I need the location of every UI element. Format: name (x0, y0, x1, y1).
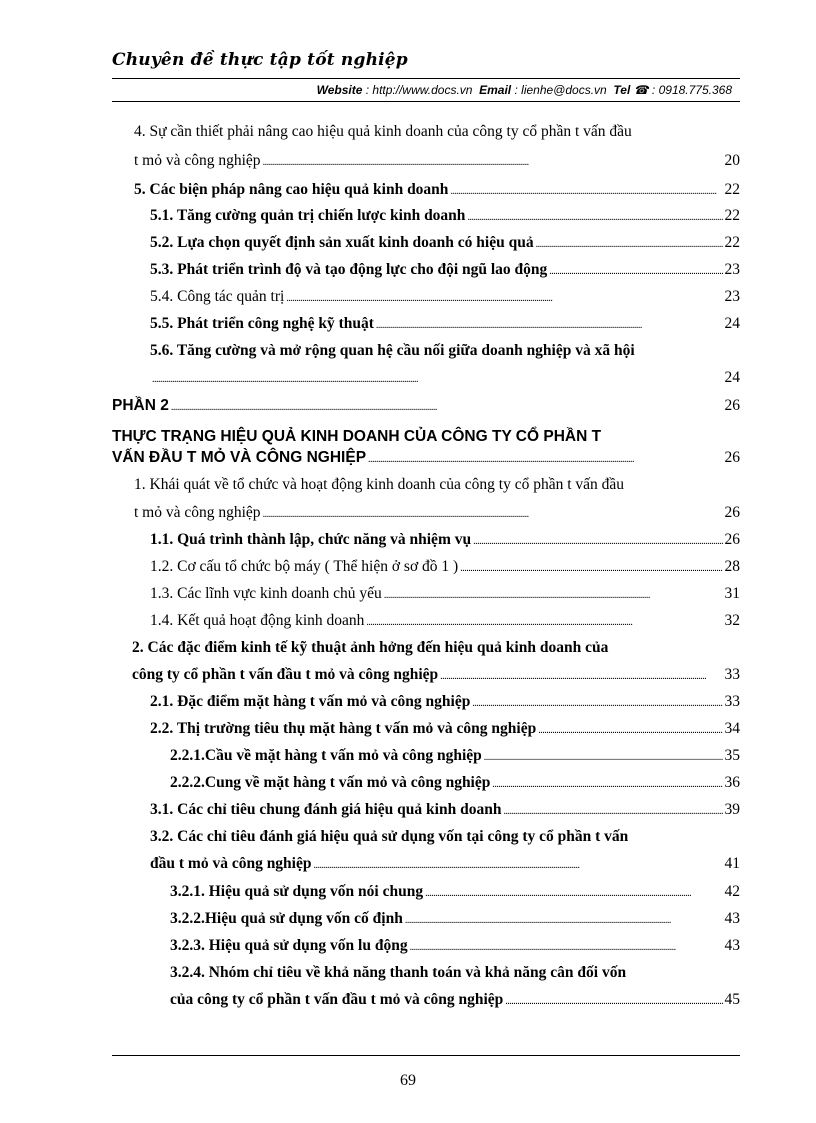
toc-entry[interactable]: PHẦN 2 . . . 26 (112, 396, 740, 418)
toc-entry[interactable]: 3.2.1. Hiệu quả sử dụng vốn nói chung . . . 42 (170, 882, 740, 904)
page-number: 69 (400, 1072, 416, 1089)
toc-entry[interactable]: 2. Các đặc điểm kinh tế kỹ thuật ảnh hởng đến hiệu quả kinh doanh của (132, 639, 609, 656)
toc-entry[interactable]: 2.1. Đặc điểm mặt hàng t vấn mỏ và công nghiệp . . . 33 (150, 692, 740, 714)
toc-entry[interactable]: 5. Các biện pháp nâng cao hiệu quả kinh doanh . . . 22 (134, 180, 740, 202)
toc-entry[interactable]: 5.4. Công tác quản trị . . . 23 (150, 287, 740, 309)
toc-entry[interactable]: 2.2.1.Cầu về mặt hàng t vấn mỏ và công nghiệp . . . 35 (170, 746, 740, 768)
toc-entry[interactable]: 3.2.4. Nhóm chỉ tiêu về khả năng thanh toán và khả năng cân đối vốn (170, 964, 627, 981)
toc-entry[interactable]: 2.2. Thị trường tiêu thụ mặt hàng t vấn mỏ và công nghiệp . . . 34 (150, 719, 740, 741)
toc-entry[interactable]: 3.1. Các chỉ tiêu chung đánh giá hiệu quả kinh doanh . . . 39 (150, 800, 740, 822)
toc-entry[interactable]: 5.2. Lựa chọn quyết định sản xuất kinh doanh có hiệu quả . . . 22 (150, 233, 740, 255)
toc-entry[interactable]: công ty cổ phần t vấn đầu t mỏ và công nghiệp . . . 33 (132, 665, 740, 687)
email-label: Email (479, 83, 512, 97)
header-rule-2 (112, 101, 740, 102)
header-rule (112, 78, 740, 79)
toc-entry[interactable]: 5.6. Tăng cường và mở rộng quan hệ cầu nối giữa doanh nghiệp và xã hội (150, 342, 635, 359)
tel-value: ☎ : 0918.775.368 (633, 83, 732, 97)
footer-rule (112, 1055, 740, 1056)
website-link[interactable]: : http://www.docs.vn (365, 83, 473, 97)
toc-entry[interactable]: 3.2.2.Hiệu quả sử dụng vốn cố định . . . 43 (170, 909, 740, 931)
email-link[interactable]: : lienhe@docs.vn (514, 83, 607, 97)
toc-entry[interactable]: THỰC TRẠNG HIỆU QUẢ KINH DOANH CỦA CÔNG TY CỔ PHẦN T (112, 428, 602, 445)
toc-entry[interactable]: 1. Khái quát về tổ chức và hoạt động kinh doanh của công ty cổ phần t vấn đầu (134, 476, 625, 493)
toc-entry[interactable]: 5.5. Phát triển công nghệ kỹ thuật . . . 24 (150, 314, 740, 336)
toc-entry[interactable]: của công ty cổ phần t vấn đầu t mỏ và công nghiệp . . . 45 (170, 990, 740, 1012)
tel-label: Tel (613, 83, 631, 97)
toc-entry[interactable]: 5.3. Phát triển trình độ và tạo động lực cho đội ngũ lao động . . . 23 (150, 260, 740, 282)
toc-entry[interactable]: . . . 24 (150, 368, 740, 390)
toc-entry[interactable]: t mỏ và công nghiệp . . . 26 (134, 503, 740, 525)
toc-entry[interactable]: VẤN ĐẦU T MỎ VÀ CÔNG NGHIỆP . . . 26 (112, 448, 740, 470)
toc-entry[interactable]: 1.4. Kết quả hoạt động kinh doanh . . . 32 (150, 611, 740, 633)
toc-entry[interactable]: 2.2.2.Cung về mặt hàng t vấn mỏ và công nghiệp . . . 36 (170, 773, 740, 795)
document-title: Chuyên đề thực tập tốt nghiệp (112, 50, 408, 70)
toc-entry[interactable]: 4. Sự cần thiết phải nâng cao hiệu quả kinh doanh của công ty cổ phần t vấn đầu (134, 123, 632, 140)
toc-entry[interactable]: 1.3. Các lĩnh vực kinh doanh chủ yếu . . . 31 (150, 584, 740, 606)
toc-entry[interactable]: t mỏ và công nghiệp . . . 20 (134, 151, 740, 173)
toc-entry[interactable]: 5.1. Tăng cường quản trị chiến lược kinh doanh . . . 22 (150, 206, 740, 228)
website-label: Website (316, 83, 363, 97)
contact-line (317, 83, 732, 97)
toc-entry[interactable]: đầu t mỏ và công nghiệp . . . 41 (150, 854, 740, 876)
toc-entry[interactable]: 1.2. Cơ cấu tổ chức bộ máy ( Thể hiện ở sơ đồ 1 ) . . . 28 (150, 557, 740, 579)
toc-entry[interactable]: 3.2.3. Hiệu quả sử dụng vốn lu động . . . 43 (170, 936, 740, 958)
toc-entry[interactable]: 3.2. Các chỉ tiêu đánh giá hiệu quả sử dụng vốn tại công ty cổ phần t vấn (150, 828, 629, 845)
toc-entry[interactable]: 1.1. Quá trình thành lập, chức năng và nhiệm vụ . . . 26 (150, 530, 740, 552)
